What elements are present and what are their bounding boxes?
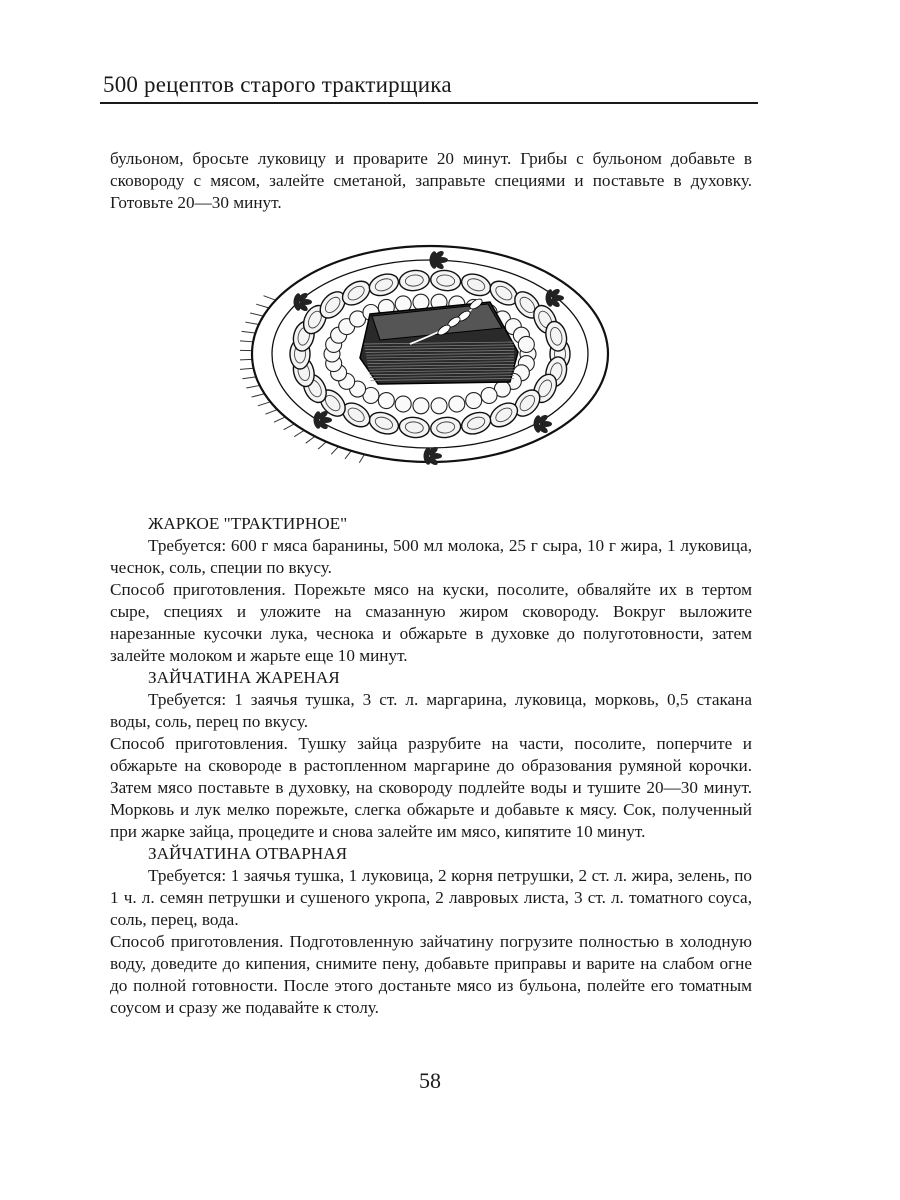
potato-piece xyxy=(413,398,429,414)
shadow-hatch-line xyxy=(246,385,259,388)
running-header-title: 500 рецептов старого трактирщика xyxy=(103,72,452,97)
shadow-hatch-line xyxy=(284,424,295,430)
recipe-zharkoe-traktirnoe xyxy=(110,513,752,667)
shadow-hatch-line xyxy=(256,304,269,308)
shadow-hatch-line xyxy=(264,296,276,300)
recipe-zaychatina-otvarnaya xyxy=(110,843,752,1019)
page-number: 58 xyxy=(419,1068,441,1093)
recipe-zaychatina-zharenaya xyxy=(110,667,752,843)
shadow-hatch-line xyxy=(251,394,264,397)
shadow-hatch-line xyxy=(250,313,263,316)
potato-piece xyxy=(378,393,394,409)
potato-piece xyxy=(518,336,534,352)
intro-paragraph xyxy=(110,148,752,214)
intro-text: бульоном, бросьте луковицу и проварите 20 минут. Грибы с бульоном добавьте в сковороду с мясом, залейте сметаной, заправьте специями и поставьте в духовку. Готовьте 20—30 минут. xyxy=(110,149,752,212)
shadow-hatch-line xyxy=(359,454,364,462)
potato-piece xyxy=(449,396,465,412)
potato-piece xyxy=(395,396,411,412)
recipe-title: ЖАРКОЕ "ТРАКТИРНОЕ" xyxy=(148,514,348,533)
shadow-hatch-line xyxy=(306,436,315,443)
recipe-method: Способ приготовления. Подготовленную зайчатину погрузите полностью в холодную воду, доведите до кипения, снимите пену, добавьте приправы и варите на слабом огне до полной готовности. После этого достаньте мясо из бульона, полейте его томатным соусом и сразу же подавайте к столу. xyxy=(110,932,752,1017)
header-rule xyxy=(100,102,758,104)
shadow-hatch-line xyxy=(240,368,254,369)
recipe-method: Способ приготовления. Порежьте мясо на куски, посолите, обваляйте их в тертом сыре, специях и уложите на смазанную жиром сковороду. Вокруг выложите нарезанные кусочки лука, чеснока и обжарьте в духовке до полуготовности, затем залейте молоком и жарьте еще 10 минут. xyxy=(110,580,752,665)
potato-piece xyxy=(431,398,447,414)
shadow-hatch-line xyxy=(240,341,253,342)
roast-platter-illustration xyxy=(240,232,620,472)
recipe-ingredients: Требуется: 1 заячья тушка, 1 луковица, 2 корня петрушки, 2 ст. л. жира, зелень, по 1 ч. л. семян петрушки и сушеного укропа, 2 лавровых листа, 3 ст. л. томатного соуса, соль, перец, вода. xyxy=(110,866,752,929)
potato-piece xyxy=(466,393,482,409)
shadow-hatch-line xyxy=(245,322,258,324)
recipe-title: ЗАЙЧАТИНА ЖАРЕНАЯ xyxy=(148,668,340,687)
potato-piece xyxy=(481,387,497,403)
shadow-hatch-line xyxy=(294,430,304,436)
shadow-hatch-line xyxy=(242,377,256,379)
shadow-hatch-line xyxy=(258,402,271,406)
recipe-method: Способ приготовления. Тушку зайца разрубите на части, посолите, поперчите и обжарьте на сковороде в растопленном маргарине до образования румяной корочки. Затем мясо поставьте в духовку, на сковороду подлейте воды и тушите 20—30 минут. Морковь и лук мелко порежьте, слегка обжарьте и добавьте к мясу. Сок, полученный при жарке зайца, процедите и снова залейте им мясо, кипятите 10 минут. xyxy=(110,734,752,841)
shadow-hatch-line xyxy=(274,417,285,422)
shadow-hatch-line xyxy=(242,331,256,333)
recipe-ingredients: Требуется: 1 заячья тушка, 3 ст. л. маргарина, луковица, морковь, 0,5 стакана воды, соль, перец по вкусу. xyxy=(110,690,752,731)
shadow-hatch-line xyxy=(331,447,338,455)
shadow-hatch-line xyxy=(318,442,326,449)
recipe-ingredients: Требуется: 600 г мяса баранины, 500 мл молока, 25 г сыра, 10 г жира, 1 луковица, чеснок, соль, специи по вкусу. xyxy=(110,536,752,577)
recipes-section xyxy=(110,513,752,1019)
shadow-hatch-line xyxy=(265,410,277,415)
shadow-hatch-line xyxy=(345,451,351,459)
recipe-title: ЗАЙЧАТИНА ОТВАРНАЯ xyxy=(148,844,348,863)
